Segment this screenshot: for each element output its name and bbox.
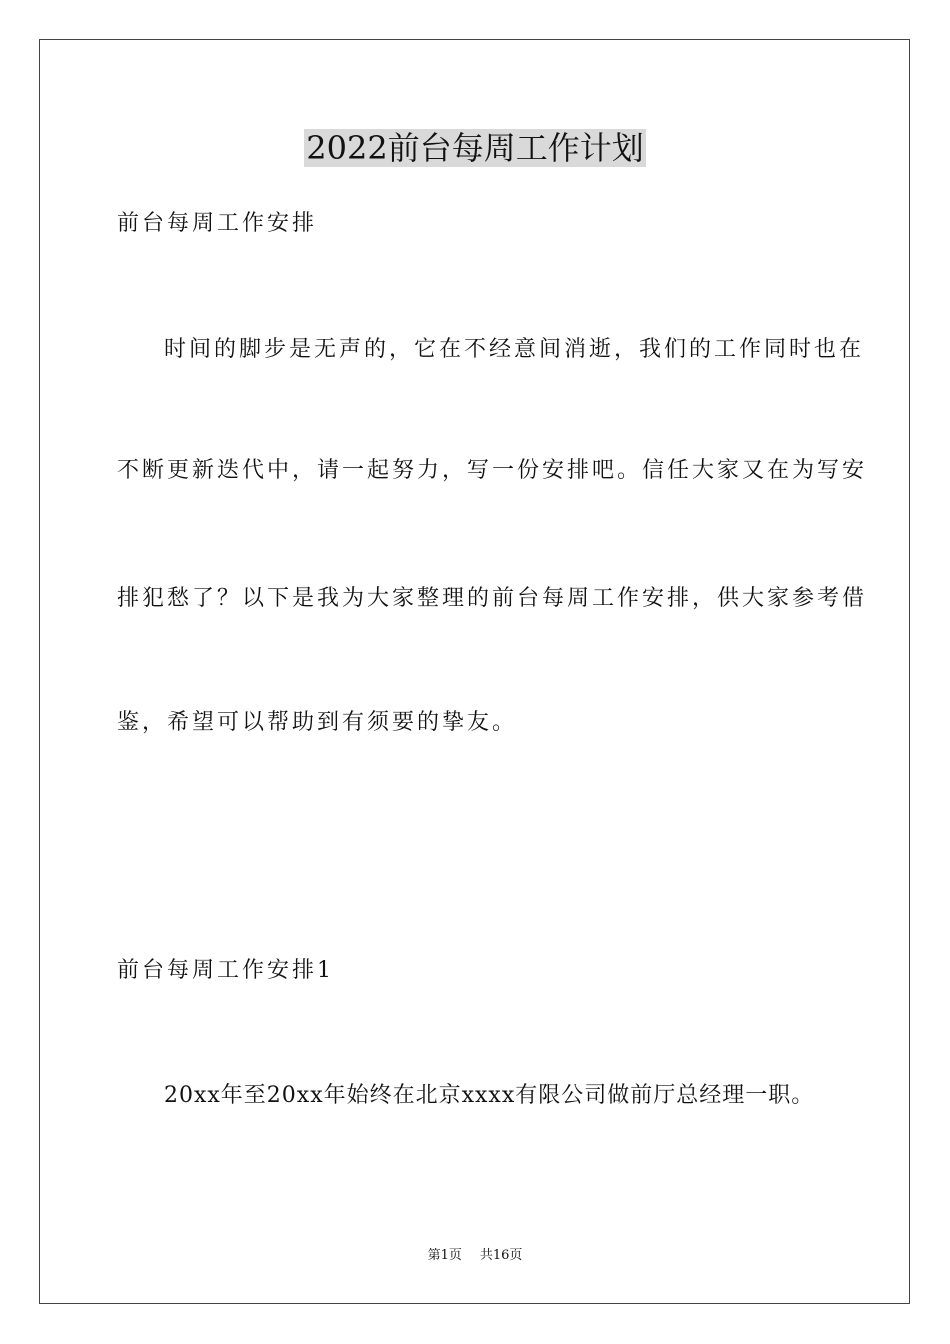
paragraph-line: 20xx年至20xx年始终在北京xxxx有限公司做前厅总经理一职。 <box>164 1083 815 1108</box>
section-heading: 前台每周工作安排 <box>117 211 318 236</box>
paragraph-line: 鉴，希望可以帮助到有须要的挚友。 <box>117 710 518 735</box>
document-title-text: 2022前台每周工作计划 <box>306 129 644 167</box>
section-heading: 前台每周工作安排1 <box>117 958 334 983</box>
paragraph-line: 时间的脚步是无声的，它在不经意间消逝，我们的工作同时也在 <box>164 337 865 362</box>
document-title <box>0 124 950 172</box>
page-footer <box>0 1246 950 1266</box>
page-total: 共16页 <box>479 1248 523 1263</box>
paragraph-line: 排犯愁了？以下是我为大家整理的前台每周工作安排，供大家参考借 <box>117 586 868 611</box>
page-number: 第1页 <box>427 1248 462 1263</box>
paragraph-line: 不断更新迭代中，请一起努力，写一份安排吧。信任大家又在为写安 <box>117 458 868 483</box>
